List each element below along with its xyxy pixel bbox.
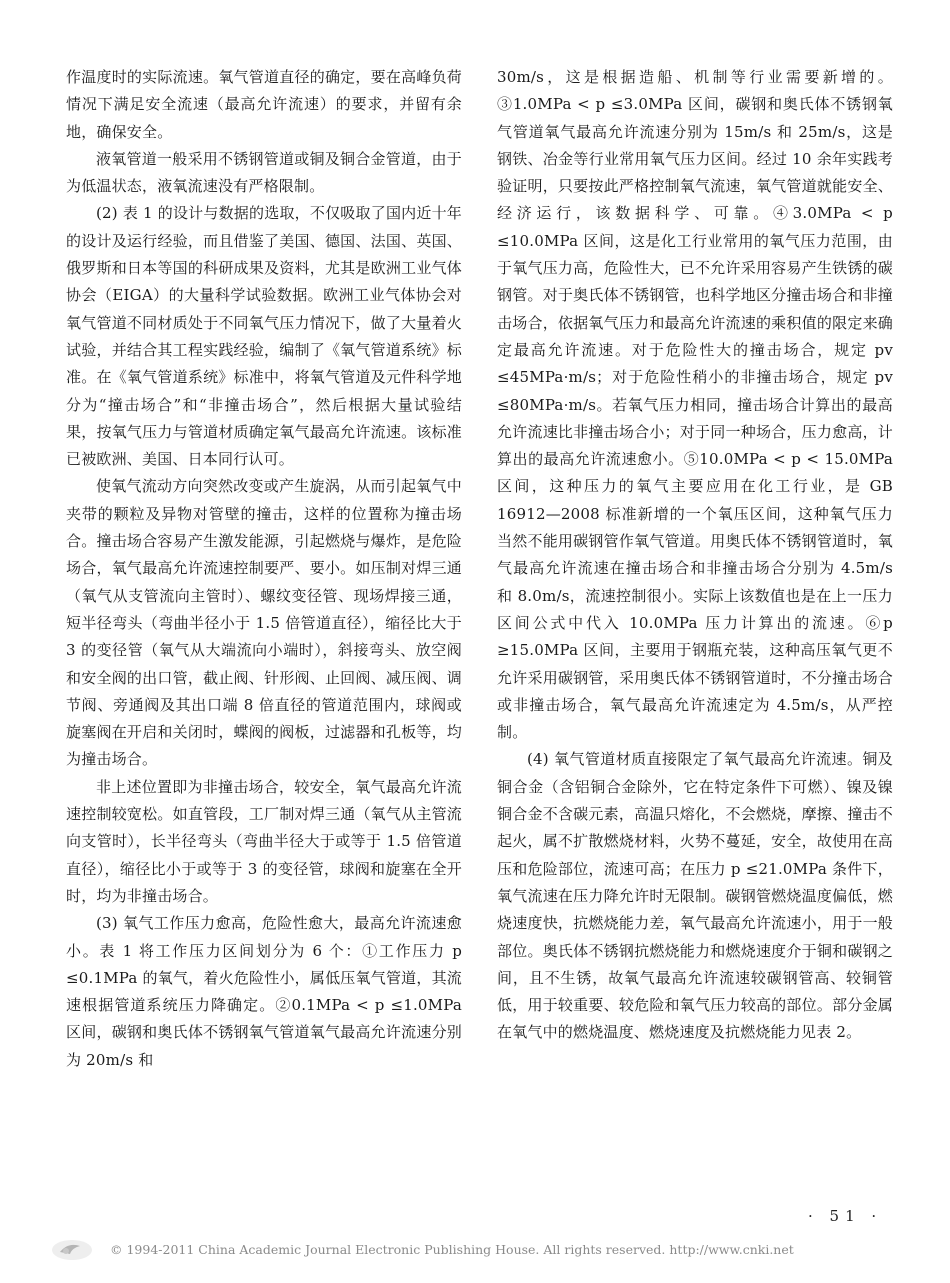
right-column: [497, 64, 893, 1047]
paragraph: 30m/s，这是根据造船、机制等行业需要新增的。③1.0MPa < p ≤3.0MPa 区间，碳钢和奥氏体不锈钢氧气管道氧气最高允许流速分别为 15m/s 和 25m/s，这是钢铁、冶金等行业常用氧气压力区间。经过 10 余年实践考验证明，只要按此严格控制氧气流速，氧气管道就能安全、经济运行，该数据科学、可靠。④3.0MPa < p ≤10.0MPa 区间，这是化工行业常用的氧气压力范围，由于氧气压力高，危险性大，已不允许采用容易产生铁锈的碳钢管。对于奥氏体不锈钢管，也科学地区分撞击场合和非撞击场合，依据氧气压力和最高允许流速的乘积值的限定来确定最高允许流速。对于危险性大的撞击场合，规定 pv ≤45MPa·m/s；对于危险性稍小的非撞击场合，规定 pv ≤80MPa·m/s。若氧气压力相同，撞击场合计算出的最高允许流速比非撞击场合小；对于同一种场合，压力愈高，计算出的最高允许流速愈小。⑤10.0MPa < p < 15.0MPa 区间，这种压力的氧气主要应用在化工行业，是 GB 16912—2008 标准新增的一个氧压区间，这种氧气压力当然不能用碳钢管作氧气管道。用奥氏体不锈钢管道时，氧气最高允许流速在撞击场合和非撞击场合分别为 4.5m/s 和 8.0m/s，流速控制很小。实际上该数值也是在上一压力区间公式中代入 10.0MPa 压力计算出的流速。⑥p ≥15.0MPa 区间，主要用于钢瓶充装，这种高压氧气更不允许采用碳钢管，采用奥氏体不锈钢管道时，不分撞击场合或非撞击场合，氧气最高允许流速定为 4.5m/s，从严控制。: [497, 68, 893, 742]
footer: [0, 1238, 950, 1268]
cnki-logo-icon: [50, 1238, 94, 1262]
paragraph: 使氧气流动方向突然改变或产生旋涡，从而引起氧气中夹带的颗粒及异物对管壁的撞击，这样的位置称为撞击场合。撞击场合容易产生激发能源，引起燃烧与爆炸，是危险场合，氧气最高允许流速控制要严、要小。如压制对焊三通（氧气从支管流向主管时）、螺纹变径管、现场焊接三通，短半径弯头（弯曲半径小于 1.5 倍管道直径），缩径比大于 3 的变径管（氧气从大端流向小端时），斜接弯头、放空阀和安全阀的出口管，截止阀、针形阀、止回阀、减压阀、调节阀、旁通阀及其出口端 8 倍直径的管道范围内，球阀或旋塞阀在开启和关闭时，蝶阀的阀板，过滤器和孔板等，均为撞击场合。: [66, 477, 462, 769]
page-number: · 51 ·: [808, 1207, 883, 1225]
paragraph: 非上述位置即为非撞击场合，较安全，氧气最高允许流速控制较宽松。如直管段，工厂制对焊三通（氧气从主管流向支管时），长半径弯头（弯曲半径大于或等于 1.5 倍管道直径），缩径比小于或等于 3 的变径管，球阀和旋塞在全开时，均为非撞击场合。: [66, 777, 462, 905]
left-column: [66, 64, 462, 1074]
paragraph: (2) 表 1 的设计与数据的选取，不仅吸取了国内近十年的设计及运行经验，而且借鉴了美国、德国、法国、英国、俄罗斯和日本等国的科研成果及资料，尤其是欧洲工业气体协会（EIGA）的大量科学试验数据。欧洲工业气体协会对氧气管道不同材质处于不同氧气压力情况下，做了大量着火试验，并结合其工程实践经验，编制了《氧气管道系统》标准。在《氧气管道系统》标准中，将氧气管道及元件科学地分为“撞击场合”和“非撞击场合”，然后根据大量试验结果，按氧气压力与管道材质确定氧气最高允许流速。该标准已被欧洲、美国、日本同行认可。: [66, 204, 462, 469]
paragraph: (3) 氧气工作压力愈高，危险性愈大，最高允许流速愈小。表 1 将工作压力区间划分为 6 个：①工作压力 p ≤0.1MPa 的氧气，着火危险性小，属低压氧气管道，其流速根据管道系统压力降确定。②0.1MPa < p ≤1.0MPa 区间，碳钢和奥氏体不锈钢氧气管道氧气最高允许流速分别为 20m/s 和: [66, 914, 462, 1069]
paragraph: 作温度时的实际流速。氧气管道直径的确定，要在高峰负荷情况下满足安全流速（最高允许流速）的要求，并留有余地，确保安全。: [66, 68, 462, 141]
paragraph: (4) 氧气管道材质直接限定了氧气最高允许流速。铜及铜合金（含铝铜合金除外，它在特定条件下可燃）、镍及镍铜合金不含碳元素，高温只熔化，不会燃烧，摩擦、撞击不起火，属不扩散燃烧材料，火势不蔓延，安全，故使用在高压和危险部位，流速可高；在压力 p ≤21.0MPa 条件下，氧气流速在压力降允许时无限制。碳钢管燃烧温度偏低，燃烧速度快，抗燃烧能力差，氧气最高允许流速小，用于一般部位。奥氏体不锈钢抗燃烧能力和燃烧速度介于铜和碳钢之间，且不生锈，故氧气最高允许流速较碳钢管高、较铜管低，用于较重要、较危险和氧气压力较高的部位。部分金属在氧气中的燃烧温度、燃烧速度及抗燃烧能力见表 2。: [497, 750, 893, 1042]
copyright-text: © 1994-2011 China Academic Journal Electronic Publishing House. All rights reserved. http://www.cnki.net: [110, 1242, 794, 1257]
paragraph: 液氧管道一般采用不锈钢管道或铜及铜合金管道，由于为低温状态，液氧流速没有严格限制。: [66, 149, 462, 196]
